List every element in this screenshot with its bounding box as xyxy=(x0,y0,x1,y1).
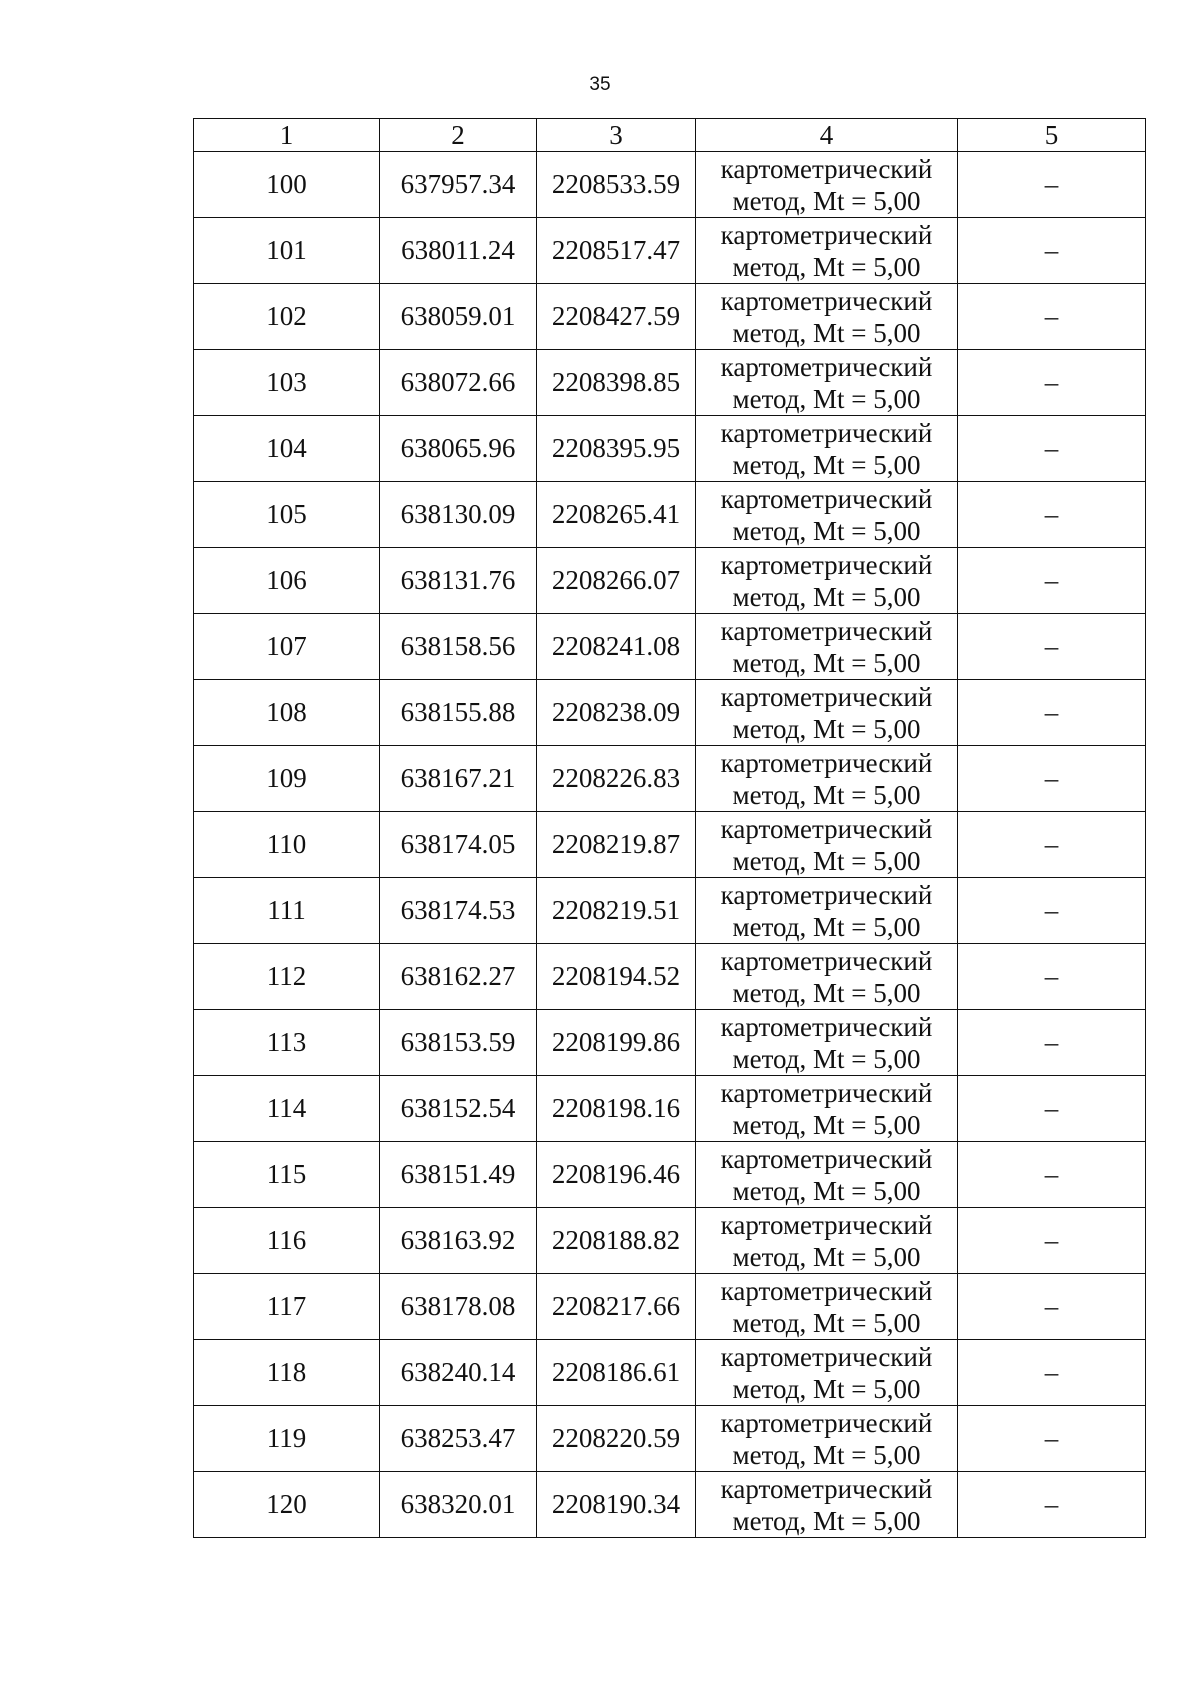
note-cell: – xyxy=(958,944,1146,1010)
y-coordinate-cell: 2208533.59 xyxy=(537,152,696,218)
table-row xyxy=(194,812,1146,878)
header-cell-4: 4 xyxy=(696,119,958,152)
note-cell: – xyxy=(958,746,1146,812)
x-coordinate-cell: 638240.14 xyxy=(380,1340,537,1406)
method-cell xyxy=(696,1406,958,1472)
y-coordinate-cell: 2208395.95 xyxy=(537,416,696,482)
point-cell: 101 xyxy=(194,218,380,284)
y-coordinate-cell: 2208190.34 xyxy=(537,1472,696,1538)
x-coordinate-cell: 638059.01 xyxy=(380,284,537,350)
point-cell: 114 xyxy=(194,1076,380,1142)
note-cell: – xyxy=(958,482,1146,548)
point-cell: 104 xyxy=(194,416,380,482)
y-coordinate-cell: 2208265.41 xyxy=(537,482,696,548)
method-text: картометрический метод, Mt = 5,00 xyxy=(720,549,933,612)
x-coordinate-cell: 638011.24 xyxy=(380,218,537,284)
table-row xyxy=(194,218,1146,284)
method-cell xyxy=(696,944,958,1010)
method-cell xyxy=(696,1010,958,1076)
y-coordinate-cell: 2208217.66 xyxy=(537,1274,696,1340)
header-cell-2: 2 xyxy=(380,119,537,152)
note-cell: – xyxy=(958,218,1146,284)
point-cell: 102 xyxy=(194,284,380,350)
note-cell: – xyxy=(958,680,1146,746)
method-cell xyxy=(696,1340,958,1406)
method-cell xyxy=(696,614,958,680)
method-cell xyxy=(696,416,958,482)
method-text: картометрический метод, Mt = 5,00 xyxy=(720,417,933,480)
x-coordinate-cell: 638162.27 xyxy=(380,944,537,1010)
method-text: картометрический метод, Mt = 5,00 xyxy=(720,285,933,348)
method-text: картометрический метод, Mt = 5,00 xyxy=(720,153,933,216)
y-coordinate-cell: 2208198.16 xyxy=(537,1076,696,1142)
table-row xyxy=(194,1406,1146,1472)
x-coordinate-cell: 638130.09 xyxy=(380,482,537,548)
y-coordinate-cell: 2208219.51 xyxy=(537,878,696,944)
table-row xyxy=(194,746,1146,812)
method-text: картометрический метод, Mt = 5,00 xyxy=(720,1473,933,1536)
table-row xyxy=(194,152,1146,218)
table-row xyxy=(194,944,1146,1010)
method-text: картометрический метод, Mt = 5,00 xyxy=(720,1011,933,1074)
x-coordinate-cell: 638158.56 xyxy=(380,614,537,680)
point-cell: 103 xyxy=(194,350,380,416)
method-text: картометрический метод, Mt = 5,00 xyxy=(720,1143,933,1206)
point-cell: 100 xyxy=(194,152,380,218)
method-text: картометрический метод, Mt = 5,00 xyxy=(720,879,933,942)
header-row xyxy=(194,119,1146,152)
y-coordinate-cell: 2208186.61 xyxy=(537,1340,696,1406)
method-text: картометрический метод, Mt = 5,00 xyxy=(720,945,933,1008)
y-coordinate-cell: 2208226.83 xyxy=(537,746,696,812)
y-coordinate-cell: 2208196.46 xyxy=(537,1142,696,1208)
note-cell: – xyxy=(958,1340,1146,1406)
table-row xyxy=(194,482,1146,548)
y-coordinate-cell: 2208398.85 xyxy=(537,350,696,416)
method-cell xyxy=(696,1208,958,1274)
method-text: картометрический метод, Mt = 5,00 xyxy=(720,219,933,282)
point-cell: 112 xyxy=(194,944,380,1010)
point-cell: 107 xyxy=(194,614,380,680)
table-header xyxy=(194,119,1146,152)
note-cell: – xyxy=(958,350,1146,416)
point-cell: 110 xyxy=(194,812,380,878)
header-cell-1: 1 xyxy=(194,119,380,152)
note-cell: – xyxy=(958,1076,1146,1142)
x-coordinate-cell: 638152.54 xyxy=(380,1076,537,1142)
point-cell: 119 xyxy=(194,1406,380,1472)
note-cell: – xyxy=(958,1208,1146,1274)
method-cell xyxy=(696,680,958,746)
table-row xyxy=(194,1208,1146,1274)
table-row xyxy=(194,1340,1146,1406)
x-coordinate-cell: 638163.92 xyxy=(380,1208,537,1274)
table-row xyxy=(194,1010,1146,1076)
method-text: картометрический метод, Mt = 5,00 xyxy=(720,483,933,546)
x-coordinate-cell: 638131.76 xyxy=(380,548,537,614)
header-cell-5: 5 xyxy=(958,119,1146,152)
method-text: картометрический метод, Mt = 5,00 xyxy=(720,1077,933,1140)
method-text: картометрический метод, Mt = 5,00 xyxy=(720,1275,933,1338)
x-coordinate-cell: 638174.53 xyxy=(380,878,537,944)
y-coordinate-cell: 2208266.07 xyxy=(537,548,696,614)
x-coordinate-cell: 638155.88 xyxy=(380,680,537,746)
table-row xyxy=(194,680,1146,746)
table-row xyxy=(194,350,1146,416)
note-cell: – xyxy=(958,548,1146,614)
table-row xyxy=(194,1076,1146,1142)
point-cell: 108 xyxy=(194,680,380,746)
x-coordinate-cell: 637957.34 xyxy=(380,152,537,218)
note-cell: – xyxy=(958,284,1146,350)
method-cell xyxy=(696,548,958,614)
method-text: картометрический метод, Mt = 5,00 xyxy=(720,813,933,876)
method-cell xyxy=(696,482,958,548)
table-row xyxy=(194,878,1146,944)
page-number: 35 xyxy=(589,74,611,95)
point-cell: 115 xyxy=(194,1142,380,1208)
method-cell xyxy=(696,218,958,284)
y-coordinate-cell: 2208188.82 xyxy=(537,1208,696,1274)
point-cell: 105 xyxy=(194,482,380,548)
method-cell xyxy=(696,1142,958,1208)
point-cell: 120 xyxy=(194,1472,380,1538)
y-coordinate-cell: 2208241.08 xyxy=(537,614,696,680)
note-cell: – xyxy=(958,1406,1146,1472)
note-cell: – xyxy=(958,1472,1146,1538)
point-cell: 111 xyxy=(194,878,380,944)
y-coordinate-cell: 2208199.86 xyxy=(537,1010,696,1076)
method-text: картометрический метод, Mt = 5,00 xyxy=(720,681,933,744)
y-coordinate-cell: 2208219.87 xyxy=(537,812,696,878)
note-cell: – xyxy=(958,1274,1146,1340)
x-coordinate-cell: 638253.47 xyxy=(380,1406,537,1472)
x-coordinate-cell: 638072.66 xyxy=(380,350,537,416)
note-cell: – xyxy=(958,152,1146,218)
y-coordinate-cell: 2208238.09 xyxy=(537,680,696,746)
table-body xyxy=(194,152,1146,1538)
table-row xyxy=(194,1274,1146,1340)
x-coordinate-cell: 638065.96 xyxy=(380,416,537,482)
method-cell xyxy=(696,1076,958,1142)
table-row xyxy=(194,1472,1146,1538)
table-row xyxy=(194,1142,1146,1208)
method-cell xyxy=(696,746,958,812)
y-coordinate-cell: 2208194.52 xyxy=(537,944,696,1010)
note-cell: – xyxy=(958,614,1146,680)
point-cell: 106 xyxy=(194,548,380,614)
method-text: картометрический метод, Mt = 5,00 xyxy=(720,615,933,678)
table-row xyxy=(194,614,1146,680)
x-coordinate-cell: 638320.01 xyxy=(380,1472,537,1538)
point-cell: 109 xyxy=(194,746,380,812)
method-cell xyxy=(696,878,958,944)
note-cell: – xyxy=(958,812,1146,878)
note-cell: – xyxy=(958,1010,1146,1076)
table-row xyxy=(194,548,1146,614)
note-cell: – xyxy=(958,416,1146,482)
x-coordinate-cell: 638153.59 xyxy=(380,1010,537,1076)
method-cell xyxy=(696,1472,958,1538)
method-text: картометрический метод, Mt = 5,00 xyxy=(720,1407,933,1470)
point-cell: 116 xyxy=(194,1208,380,1274)
x-coordinate-cell: 638174.05 xyxy=(380,812,537,878)
method-text: картометрический метод, Mt = 5,00 xyxy=(720,1341,933,1404)
method-cell xyxy=(696,152,958,218)
x-coordinate-cell: 638178.08 xyxy=(380,1274,537,1340)
note-cell: – xyxy=(958,878,1146,944)
method-cell xyxy=(696,350,958,416)
method-text: картометрический метод, Mt = 5,00 xyxy=(720,1209,933,1272)
note-cell: – xyxy=(958,1142,1146,1208)
y-coordinate-cell: 2208427.59 xyxy=(537,284,696,350)
x-coordinate-cell: 638167.21 xyxy=(380,746,537,812)
method-text: картометрический метод, Mt = 5,00 xyxy=(720,351,933,414)
y-coordinate-cell: 2208220.59 xyxy=(537,1406,696,1472)
y-coordinate-cell: 2208517.47 xyxy=(537,218,696,284)
coordinates-table xyxy=(193,118,1146,1538)
method-cell xyxy=(696,284,958,350)
point-cell: 117 xyxy=(194,1274,380,1340)
method-text: картометрический метод, Mt = 5,00 xyxy=(720,747,933,810)
header-cell-3: 3 xyxy=(537,119,696,152)
table-row xyxy=(194,284,1146,350)
point-cell: 118 xyxy=(194,1340,380,1406)
x-coordinate-cell: 638151.49 xyxy=(380,1142,537,1208)
table-row xyxy=(194,416,1146,482)
method-cell xyxy=(696,1274,958,1340)
method-cell xyxy=(696,812,958,878)
point-cell: 113 xyxy=(194,1010,380,1076)
